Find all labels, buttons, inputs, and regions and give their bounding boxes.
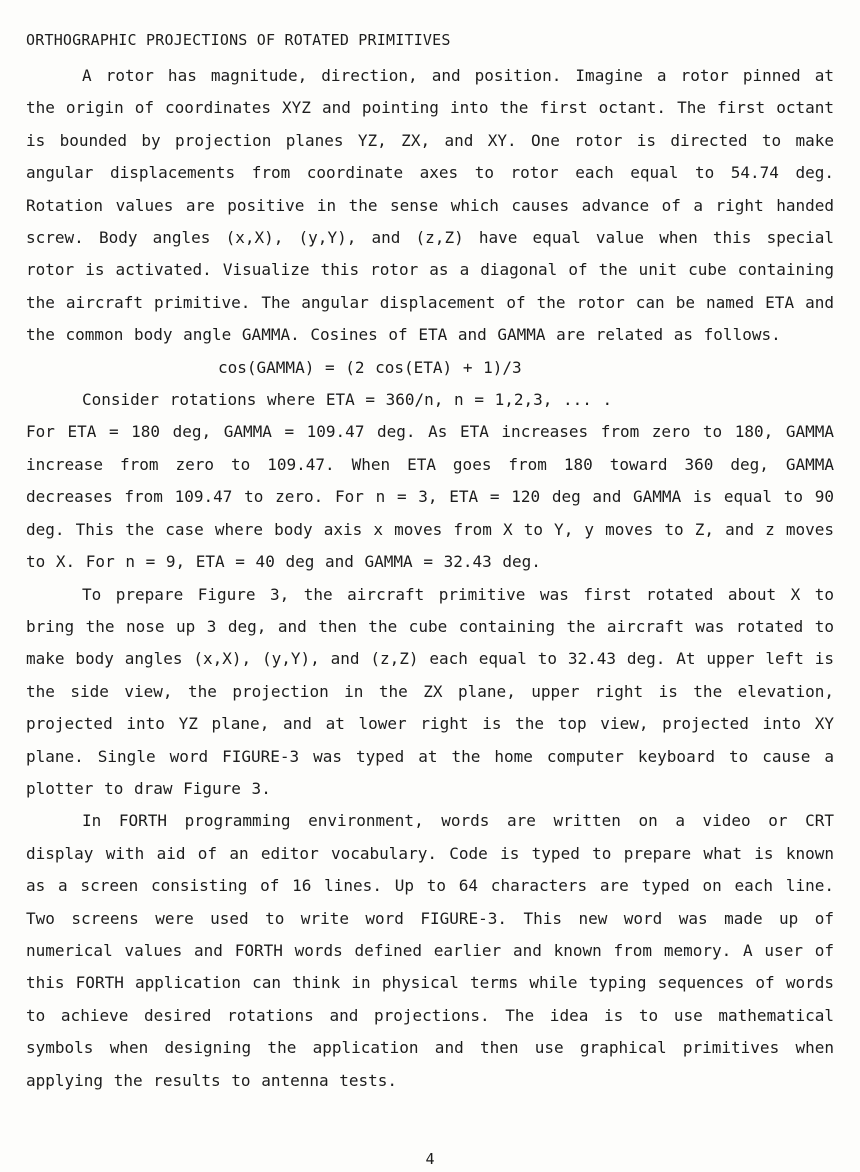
paragraph-rotor: A rotor has magnitude, direction, and position. Imagine a rotor pinned at the origin of coordinates XYZ and pointing into the first octant. The first octant is bounded by projection planes YZ, ZX, and XY. One rotor is directed to make angular displacements from coordinate axes to rotor each equal to 54.74 deg. Rotation values are positive in the sense which causes advance of a right handed screw. Body angles (x,X), (y,Y), and (z,Z) have equal value when this special rotor is activated. Visualize this rotor as a diagonal of the unit cube containing the aircraft primitive. The angular displacement of the rotor can be named ETA and the common body angle GAMMA. Cosines of ETA and GAMMA are related as follows. — [26, 66, 834, 345]
page-number: 4 — [425, 1150, 435, 1168]
paragraph-consider-rotations: Consider rotations where ETA = 360/n, n = 1,2,3, ... . — [82, 390, 613, 410]
section-title: ORTHOGRAPHIC PROJECTIONS OF ROTATED PRIMITIVES — [26, 31, 451, 49]
paragraph-eta-gamma: For ETA = 180 deg, GAMMA = 109.47 deg. As ETA increases from zero to 180, GAMMA increase from zero to 109.47. When ETA goes from 180 toward 360 deg, GAMMA decreases from 109.47 to zero. For n = 3, ETA = 120 deg and GAMMA is equal to 90 deg. This the case where body axis x moves from X to Y, y moves to Z, and z moves to X. For n = 9, ETA = 40 deg and GAMMA = 32.43 deg. — [26, 422, 834, 572]
formula-cos-gamma: cos(GAMMA) = (2 cos(ETA) + 1)/3 — [218, 357, 522, 377]
document-page — [26, 28, 834, 1097]
paragraph-forth: In FORTH programming environment, words are written on a video or CRT display with aid of an editor vocabulary. Code is typed to prepare what is known as a screen consisting of 16 lines. Up to 64 characters are typed on each line. Two screens were used to write word FIGURE-3. This new word was made up of numerical values and FORTH words defined earlier and known from memory. A user of this FORTH application can think in physical terms while typing sequences of words to achieve desired rotations and projections. The idea is to use mathematical symbols when designing the application and then use graphical primitives when applying the results to antenna tests. — [26, 811, 834, 1090]
paragraph-figure-3: To prepare Figure 3, the aircraft primitive was first rotated about X to bring the nose up 3 deg, and then the cube containing the aircraft was rotated to make body angles (x,X), (y,Y), and (z,Z) each equal to 32.43 deg. At upper left is the side view, the projection in the ZX plane, upper right is the elevation, projected into YZ plane, and at lower right is the top view, projected into XY plane. Single word FIGURE-3 was typed at the home computer keyboard to cause a plotter to draw Figure 3. — [26, 584, 834, 798]
